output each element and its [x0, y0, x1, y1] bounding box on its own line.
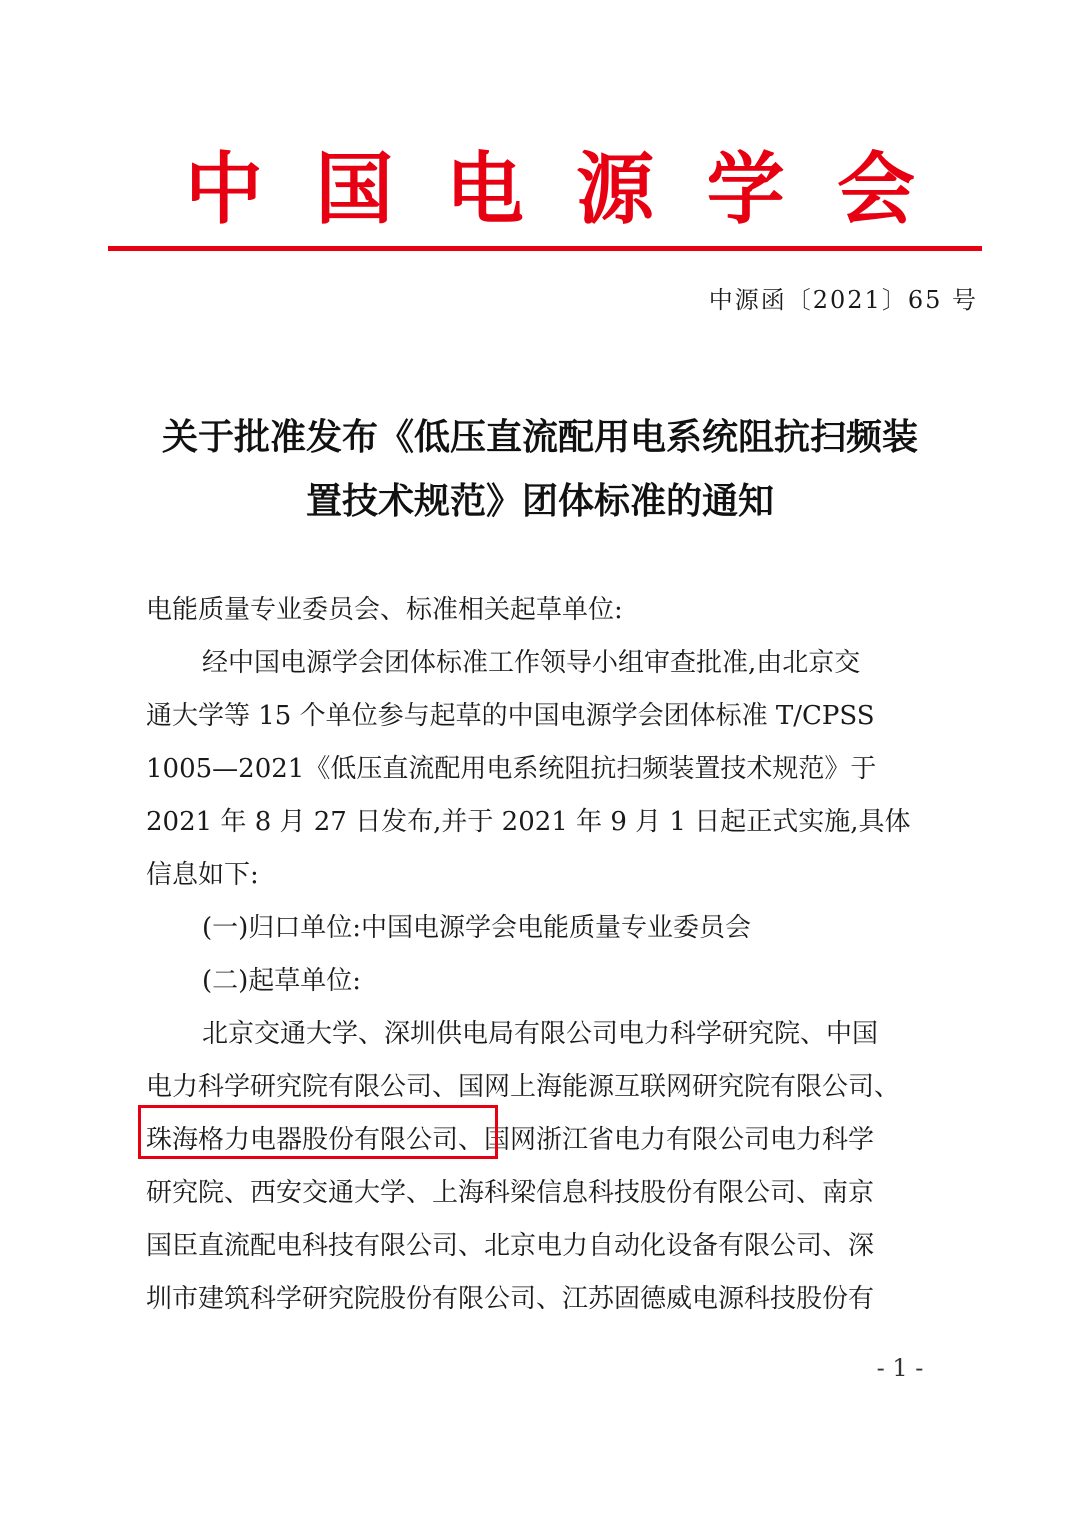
paragraph-line: 电力科学研究院有限公司、国网上海能源互联网研究院有限公司、 — [146, 1072, 901, 1102]
org-char: 学 — [706, 144, 785, 235]
paragraph-line: 经中国电源学会团体标准工作领导小组审查批准,由北京交 — [202, 648, 861, 678]
org-char: 中 — [185, 144, 264, 235]
paragraph-line: 国臣直流配电科技有限公司、北京电力自动化设备有限公司、深 — [146, 1231, 875, 1261]
list-item: (二)起草单位: — [202, 966, 362, 996]
paragraph-line: 圳市建筑科学研究院股份有限公司、江苏固德威电源科技股份有 — [146, 1284, 875, 1314]
paragraph-line: 研究院、西安交通大学、上海科梁信息科技股份有限公司、南京 — [146, 1178, 875, 1208]
title-line: 置技术规范》团体标准的通知 — [305, 480, 774, 522]
paragraph-line: 2021 年 8 月 27 日发布,并于 2021 年 9 月 1 日起正式实施,具体 — [146, 807, 911, 837]
org-char: 国 — [315, 144, 394, 235]
document-number: 中源函〔2021〕65 号 — [708, 286, 978, 314]
salutation: 电能质量专业委员会、标准相关起草单位: — [146, 595, 623, 625]
paragraph-line: 北京交通大学、深圳供电局有限公司电力科学研究院、中国 — [202, 1019, 879, 1049]
paragraph-line: 1005—2021《低压直流配用电系统阻抗扫频装置技术规范》于 — [146, 754, 877, 784]
title-line: 关于批准发布《低压直流配用电系统阻抗扫频装 — [161, 416, 918, 458]
org-char: 源 — [576, 144, 655, 235]
paragraph-line: 信息如下: — [146, 860, 259, 890]
document-title — [90, 405, 990, 533]
list-item: (一)归口单位:中国电源学会电能质量专业委员会 — [202, 913, 752, 943]
highlight-box — [138, 1105, 498, 1159]
highlighted-company: 珠海格力电器股份有限公司 — [146, 1125, 459, 1155]
org-char: 电 — [445, 144, 524, 235]
letterhead-divider — [108, 246, 982, 251]
page-number: - 1 - — [876, 1354, 924, 1382]
paragraph-line: 通大学等 15 个单位参与起草的中国电源学会团体标准 T/CPSS — [146, 701, 875, 731]
paragraph-text: 、国网浙江省电力有限公司电力科学 — [458, 1125, 875, 1155]
org-char: 会 — [836, 144, 915, 235]
letterhead-org-name — [185, 145, 915, 235]
